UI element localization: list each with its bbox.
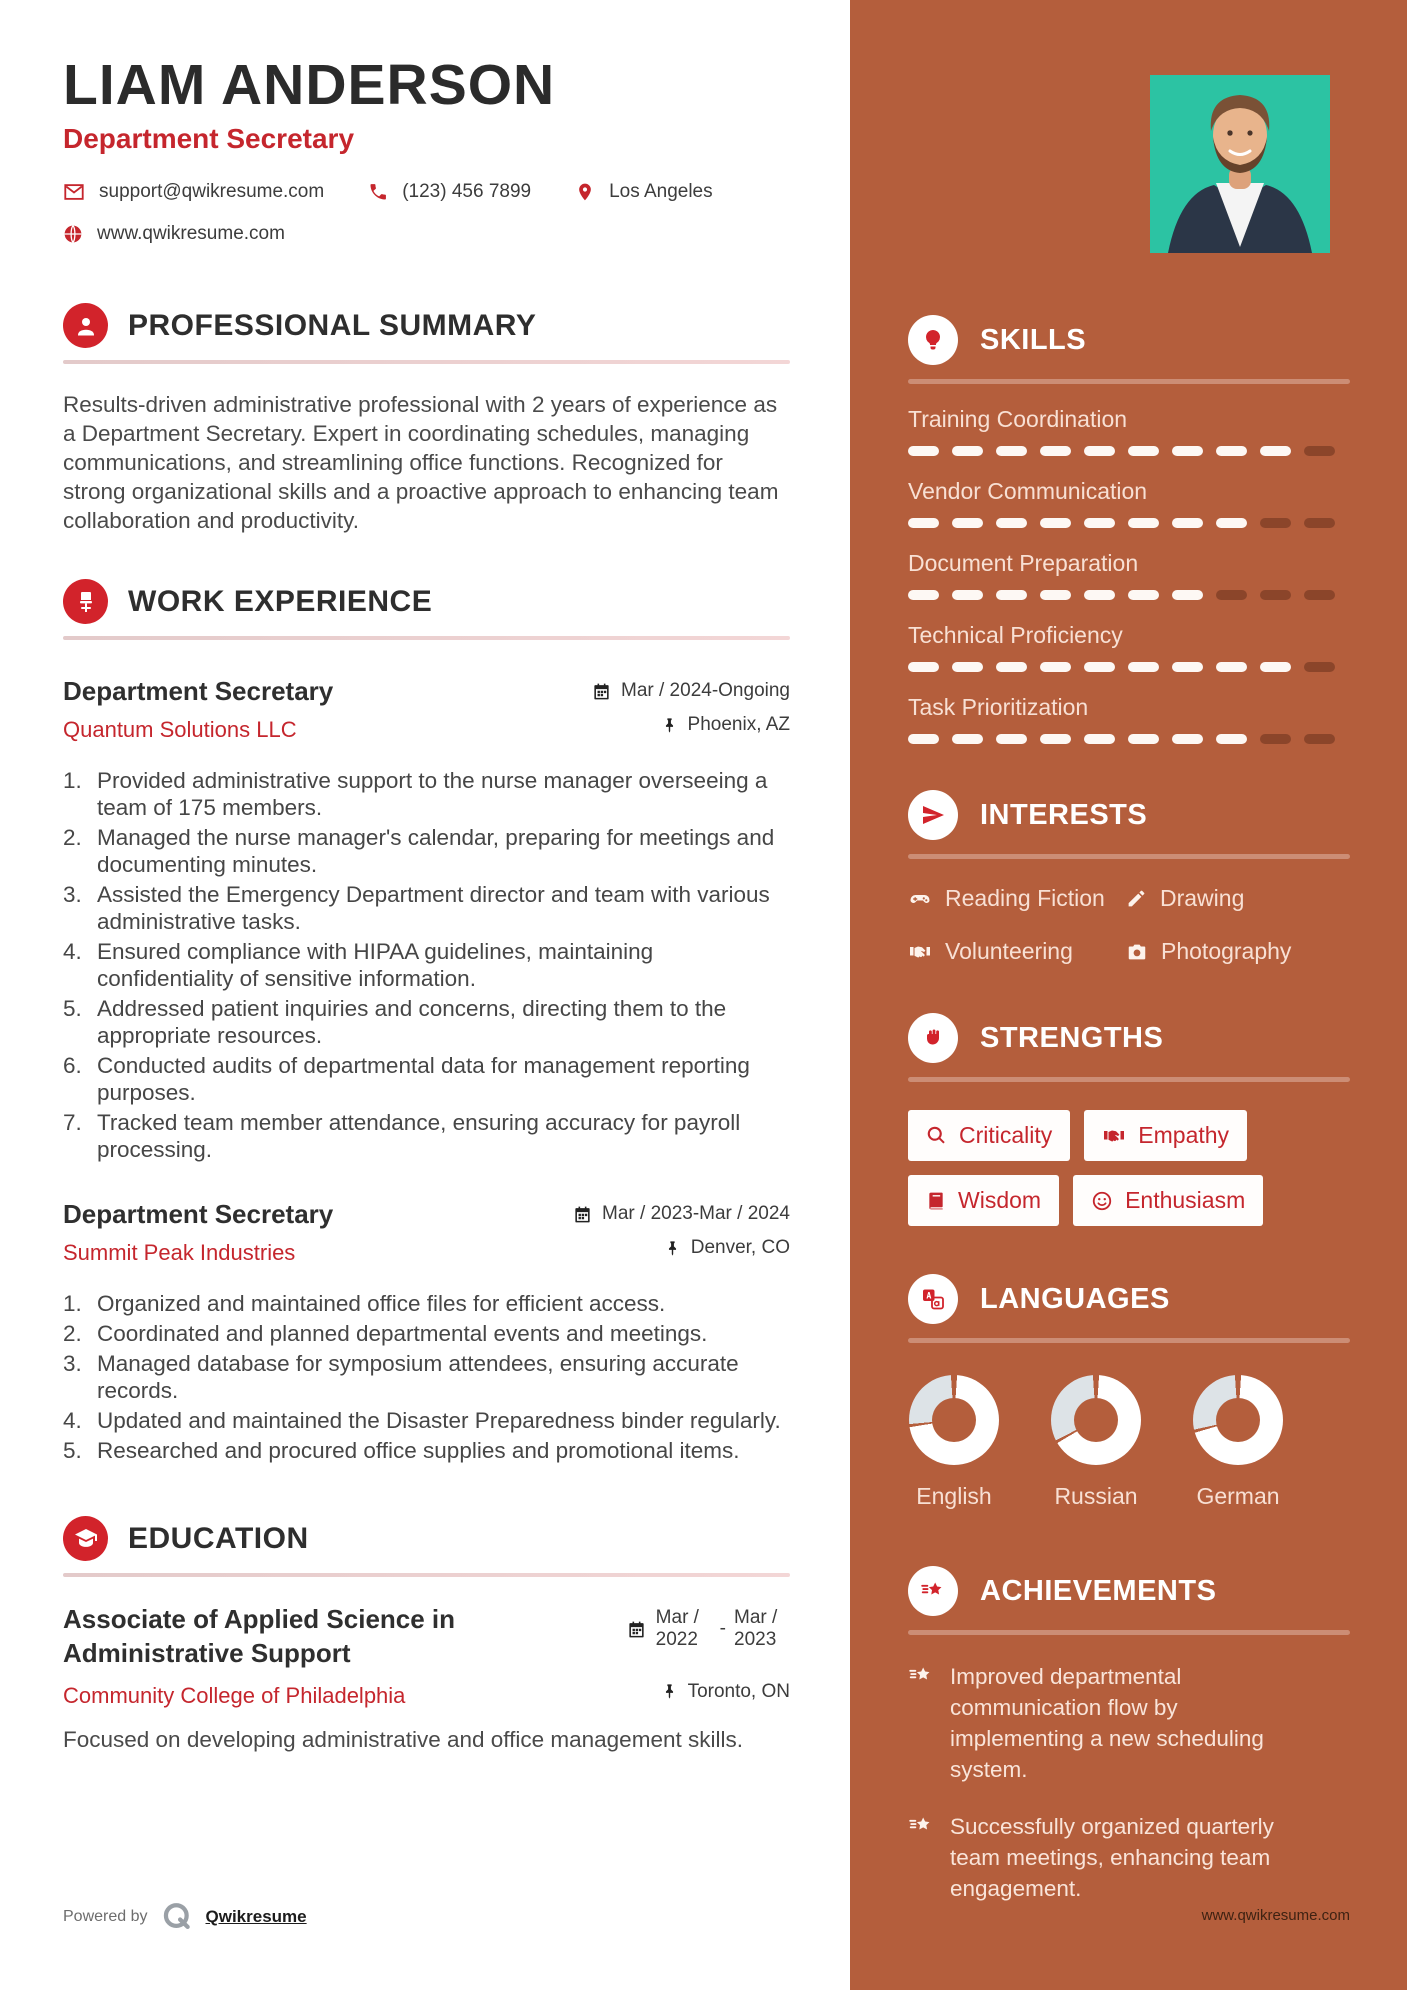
shooting-star-icon — [908, 1813, 934, 1904]
job-bullets — [63, 1290, 790, 1464]
job-company: Summit Peak Industries — [63, 1240, 296, 1266]
skill-level-dash — [1260, 662, 1291, 672]
person-icon — [74, 314, 98, 338]
bullet-text: Conducted audits of departmental data for management reporting purposes. — [97, 1053, 750, 1106]
skill-level-dash — [908, 734, 939, 744]
bullet-number: 6. — [63, 1053, 82, 1079]
qwikresume-logo-icon — [160, 1900, 194, 1934]
skill-level-dash — [1084, 518, 1115, 528]
skill-level-dash — [1128, 734, 1159, 744]
section-icon-circle — [63, 1516, 108, 1561]
phone-icon — [368, 182, 388, 202]
office-chair-icon — [74, 590, 98, 614]
skill-level-dash — [996, 734, 1027, 744]
education-date-start: Mar / 2022 — [655, 1607, 699, 1651]
skill-level-dash — [1172, 518, 1203, 528]
skill-level-dash — [1040, 734, 1071, 744]
calendar-icon — [573, 1205, 592, 1224]
job-bullet — [63, 1109, 790, 1163]
bullet-text: Addressed patient inquiries and concerns, directing them to the appropriate resources. — [97, 996, 727, 1049]
education-location — [661, 1681, 790, 1703]
strength-label: Wisdom — [958, 1187, 1042, 1213]
strength-pill — [1084, 1110, 1247, 1161]
smiley-icon — [1091, 1190, 1113, 1212]
education-date-end: Mar / 2023 — [734, 1607, 778, 1651]
contact-item — [63, 181, 324, 203]
powered-by-label: Powered by — [63, 1908, 148, 1925]
job-bullet — [63, 1052, 790, 1106]
skill-level-dash — [1040, 590, 1071, 600]
languages-section — [908, 1274, 1350, 1510]
skill-level-dash — [1216, 734, 1247, 744]
skill-level-bar — [908, 518, 1350, 528]
sidebar — [850, 0, 1407, 1990]
bullet-text: Assisted the Emergency Department director and team with various administrative tasks. — [97, 882, 770, 935]
section-title: STRENGTHS — [980, 1021, 1164, 1054]
skill-level-dash — [1216, 590, 1247, 600]
bullet-number: 1. — [63, 768, 82, 794]
sidebar-website-link[interactable]: www.qwikresume.com — [1201, 1907, 1350, 1924]
fist-icon — [921, 1026, 945, 1050]
job-bullet — [63, 1290, 790, 1317]
language-item — [1050, 1375, 1142, 1510]
section-title: LANGUAGES — [980, 1282, 1170, 1315]
calendar-icon — [592, 682, 611, 701]
section-underline — [908, 1077, 1350, 1082]
language-label: German — [1196, 1483, 1280, 1509]
qwikresume-brand-link[interactable]: Qwikresume — [205, 1907, 307, 1926]
job-bullet — [63, 824, 790, 878]
language-item — [908, 1375, 1000, 1510]
skill-item — [908, 694, 1350, 744]
skill-level-dash — [908, 590, 939, 600]
handshake-icon — [908, 940, 932, 964]
job-company: Quantum Solutions LLC — [63, 717, 297, 743]
section-title: EDUCATION — [128, 1521, 309, 1555]
strength-label: Empathy — [1138, 1122, 1230, 1148]
bullet-number: 4. — [63, 1408, 82, 1434]
language-donut-chart — [1051, 1375, 1141, 1465]
bullet-number: 4. — [63, 939, 82, 965]
section-icon-circle — [63, 579, 108, 624]
skill-name: Task Prioritization — [908, 694, 1089, 720]
language-donut-chart — [909, 1375, 999, 1465]
skill-level-dash — [1040, 518, 1071, 528]
skill-level-dash — [1216, 662, 1247, 672]
job-title: Department Secretary — [63, 676, 334, 707]
book-icon — [926, 1191, 946, 1211]
section-icon-circle — [908, 790, 958, 840]
profile-photo — [1150, 75, 1330, 253]
skill-name: Technical Proficiency — [908, 622, 1123, 648]
candidate-name: LIAM ANDERSON — [63, 53, 556, 117]
skill-level-dash — [1216, 518, 1247, 528]
skill-level-dash — [1128, 590, 1159, 600]
footer — [63, 1900, 307, 1934]
section-icon-circle — [63, 303, 108, 348]
strength-pill — [1073, 1175, 1263, 1226]
bullet-text: Managed database for symposium attendees, ensuring accurate records. — [97, 1351, 739, 1404]
skill-level-dash — [1172, 734, 1203, 744]
skill-level-dash — [1128, 518, 1159, 528]
job-bullet — [63, 767, 790, 821]
section-underline — [63, 1573, 790, 1577]
bullet-number: 5. — [63, 996, 82, 1022]
education-section — [63, 1516, 790, 1753]
language-label: Russian — [1054, 1483, 1138, 1509]
skill-item — [908, 622, 1350, 672]
gamepad-icon — [908, 887, 932, 911]
skill-level-dash — [908, 518, 939, 528]
section-underline — [908, 1630, 1350, 1635]
pushpin-icon — [664, 1240, 681, 1257]
skill-level-dash — [952, 446, 983, 456]
job-dates-text: Mar / 2024-Ongoing — [621, 680, 790, 702]
bullet-text: Organized and maintained office files for efficient access. — [97, 1291, 666, 1317]
interests-section — [908, 790, 1350, 965]
job-bullets — [63, 767, 790, 1163]
section-title: WORK EXPERIENCE — [128, 584, 433, 618]
shooting-star-icon — [920, 1578, 946, 1604]
bullet-number: 2. — [63, 1321, 82, 1347]
skill-level-dash — [1084, 734, 1115, 744]
bullet-text: Ensured compliance with HIPAA guidelines, maintaining confidentiality of sensitive information. — [97, 939, 654, 992]
contact-text[interactable]: support@qwikresume.com — [99, 181, 325, 203]
lightbulb-icon — [921, 328, 945, 352]
graduation-cap-icon — [74, 1527, 98, 1551]
interest-label: Reading Fiction — [945, 885, 1105, 911]
bullet-text: Provided administrative support to the nurse manager overseeing a team of 175 members. — [97, 768, 768, 821]
bullet-text: Tracked team member attendance, ensuring accuracy for payroll processing. — [97, 1110, 741, 1163]
interest-item — [1126, 885, 1350, 912]
location-pin-icon — [575, 182, 595, 202]
skill-level-dash — [996, 662, 1027, 672]
strength-label: Criticality — [959, 1122, 1053, 1148]
contact-text[interactable]: www.qwikresume.com — [97, 223, 285, 245]
skill-item — [908, 550, 1350, 600]
bullet-text: Updated and maintained the Disaster Preparedness binder regularly. — [97, 1408, 781, 1434]
job-dates-text: Mar / 2023-Mar / 2024 — [602, 1203, 790, 1225]
strength-label: Enthusiasm — [1125, 1187, 1246, 1213]
skill-level-dash — [1084, 590, 1115, 600]
job-location-text: Denver, CO — [690, 1237, 790, 1259]
job-bullet — [63, 881, 790, 935]
job-bullet — [63, 1437, 790, 1464]
section-underline — [908, 1338, 1350, 1343]
skill-level-dash — [1084, 662, 1115, 672]
skill-level-dash — [1084, 446, 1115, 456]
section-underline — [908, 379, 1350, 384]
interest-label: Volunteering — [945, 938, 1073, 964]
skill-level-dash — [996, 590, 1027, 600]
job-location-text: Phoenix, AZ — [687, 714, 790, 736]
language-donut-chart — [1193, 1375, 1283, 1465]
section-title: INTERESTS — [980, 798, 1148, 831]
education-location-text: Toronto, ON — [687, 1680, 790, 1702]
pushpin-icon — [661, 717, 678, 734]
section-icon-circle — [908, 315, 958, 365]
skill-level-dash — [908, 446, 939, 456]
summary-text: Results-driven administrative professional with 2 years of experience as a Department Secretary. Expert in coordinating schedules, managing communications, and streamlining office functions. Recognized for strong organizational skills and a proactive approach to enhancing team collaboration and productivity. — [63, 392, 779, 534]
education-note: Focused on developing administrative and office management skills. — [63, 1726, 743, 1752]
skill-level-dash — [1304, 662, 1335, 672]
bullet-text: Researched and procured office supplies and promotional items. — [97, 1438, 740, 1464]
interest-label: Drawing — [1160, 885, 1245, 911]
section-underline — [908, 854, 1350, 859]
skill-item — [908, 478, 1350, 528]
section-icon-circle — [908, 1013, 958, 1063]
section-icon-circle — [908, 1566, 958, 1616]
skill-level-dash — [1172, 590, 1203, 600]
job-bullet — [63, 1320, 790, 1347]
skill-level-dash — [996, 446, 1027, 456]
shooting-star-icon — [908, 1663, 934, 1785]
contact-text[interactable]: (123) 456 7899 — [402, 181, 532, 203]
achievement-text: Successfully organized quarterly team meetings, enhancing team engagement. — [950, 1814, 1274, 1901]
strengths-section — [908, 1013, 1350, 1226]
job-location — [664, 1237, 790, 1259]
skill-level-dash — [996, 518, 1027, 528]
bullet-number: 5. — [63, 1438, 82, 1464]
interest-item — [1126, 938, 1350, 965]
achievement-item — [908, 1811, 1350, 1904]
job-bullet — [63, 995, 790, 1049]
skill-level-dash — [1260, 518, 1291, 528]
pushpin-icon — [661, 1683, 678, 1700]
section-icon-circle — [908, 1274, 958, 1324]
translate-icon — [921, 1287, 945, 1311]
skill-level-dash — [1128, 662, 1159, 672]
language-item — [1192, 1375, 1284, 1510]
language-label: English — [916, 1483, 992, 1509]
skill-level-dash — [1304, 446, 1335, 456]
contact-info — [63, 181, 790, 245]
contact-item — [575, 181, 713, 203]
job-bullet — [63, 1407, 790, 1434]
interest-item — [908, 885, 1126, 912]
job-dates — [573, 1203, 790, 1225]
skill-level-dash — [1260, 590, 1291, 600]
interest-item — [908, 938, 1126, 965]
job-bullet — [63, 1350, 790, 1404]
education-date-separator: - — [719, 1618, 726, 1640]
skill-level-bar — [908, 590, 1350, 600]
envelope-icon — [63, 181, 85, 203]
candidate-job-title: Department Secretary — [63, 123, 355, 155]
skill-name: Vendor Communication — [908, 478, 1148, 504]
achievement-text: Improved departmental communication flow by implementing a new scheduling system. — [950, 1664, 1264, 1782]
skill-level-dash — [1128, 446, 1159, 456]
strength-pill — [908, 1175, 1059, 1226]
degree-title: Associate of Applied Science in Administrative Support — [63, 1604, 456, 1669]
skill-item — [908, 406, 1350, 456]
skill-level-dash — [1040, 662, 1071, 672]
skill-level-bar — [908, 446, 1350, 456]
job-location — [661, 714, 790, 736]
skill-level-dash — [1172, 662, 1203, 672]
bullet-number: 3. — [63, 1351, 82, 1377]
contact-item — [63, 223, 285, 245]
skill-level-dash — [952, 734, 983, 744]
contact-item — [368, 181, 531, 203]
bullet-number: 7. — [63, 1110, 82, 1136]
pencil-icon — [1126, 888, 1147, 909]
job-entry — [63, 1199, 790, 1464]
job-title: Department Secretary — [63, 1199, 334, 1230]
contact-text: Los Angeles — [609, 181, 713, 203]
skill-level-dash — [1260, 734, 1291, 744]
skill-name: Training Coordination — [908, 406, 1128, 432]
paper-plane-icon — [921, 803, 945, 827]
section-title: SKILLS — [980, 323, 1087, 356]
calendar-icon — [627, 1620, 646, 1639]
skill-level-dash — [1216, 446, 1247, 456]
achievement-item — [908, 1661, 1350, 1785]
summary-section — [63, 303, 790, 535]
skill-name: Document Preparation — [908, 550, 1139, 576]
education-dates — [627, 1607, 790, 1651]
job-dates — [592, 680, 790, 702]
skill-level-dash — [1040, 446, 1071, 456]
skill-level-dash — [1304, 734, 1335, 744]
skill-level-dash — [1172, 446, 1203, 456]
handshake-icon — [1102, 1124, 1126, 1148]
work-experience-section — [63, 579, 790, 1464]
strength-pill — [908, 1110, 1070, 1161]
section-underline — [63, 636, 790, 640]
section-title: PROFESSIONAL SUMMARY — [128, 308, 537, 342]
job-bullet — [63, 938, 790, 992]
bullet-text: Coordinated and planned departmental events and meetings. — [97, 1321, 708, 1347]
school-name: Community College of Philadelphia — [63, 1682, 406, 1708]
skills-section — [908, 315, 1350, 744]
achievements-section — [908, 1566, 1350, 1904]
bullet-number: 2. — [63, 825, 82, 851]
job-entry — [63, 676, 790, 1163]
skill-level-bar — [908, 662, 1350, 672]
section-underline — [63, 360, 790, 364]
skill-level-dash — [952, 518, 983, 528]
skill-level-bar — [908, 734, 1350, 744]
skill-level-dash — [1260, 446, 1291, 456]
skill-level-dash — [908, 662, 939, 672]
skill-level-dash — [1304, 518, 1335, 528]
skill-level-dash — [952, 590, 983, 600]
bullet-number: 3. — [63, 882, 82, 908]
interest-label: Photography — [1161, 938, 1292, 964]
skill-level-dash — [1304, 590, 1335, 600]
section-title: ACHIEVEMENTS — [980, 1574, 1217, 1607]
globe-icon — [63, 224, 83, 244]
bullet-number: 1. — [63, 1291, 82, 1317]
skill-level-dash — [952, 662, 983, 672]
magnifier-icon — [926, 1125, 947, 1146]
bullet-text: Managed the nurse manager's calendar, preparing for meetings and documenting minutes. — [97, 825, 775, 878]
camera-icon — [1126, 941, 1148, 963]
